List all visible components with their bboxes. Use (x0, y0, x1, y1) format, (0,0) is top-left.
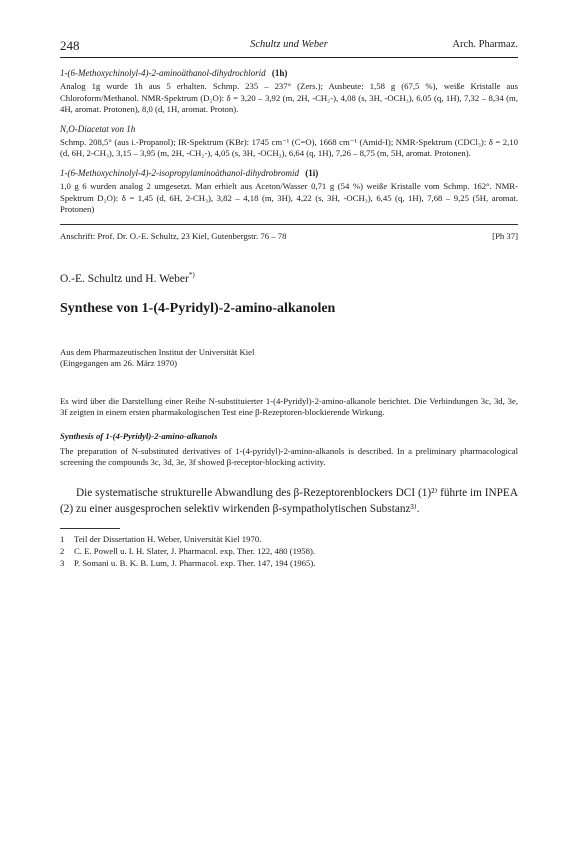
abstract-german: Es wird über die Darstellung einer Reihe N-substituierter 1-(4-Pyridyl)-2-amino-alkanole berichtet. Die Verbindungen 3c, 3d, 3e, 3f zeigten in einem ersten pharmakologischen Test eine β-Rezeptoren-blockierende Wirkung. (60, 395, 518, 418)
footnote-item (60, 533, 518, 545)
compound-description: Schmp. 208,5° (aus i.-Propanol); IR-Spektrum (KBr): 1745 cm⁻¹ (C=O), 1668 cm⁻¹ (Amid-I); NMR-Spektrum (CDCl₃): δ = 2,10 (d, 6H, 2-CH₃), 3,15 – 3,95 (m, 2H, -CH₂-), 4,05 (s, 3H, -OCH₃), 6,64 (q, 1H), 7,26 – 8,75 (m, 5H, aromat. Protonen). (60, 136, 518, 159)
compound-title (60, 168, 518, 178)
institute-name: Aus dem Pharmazeutischen Institut der Universität Kiel (60, 346, 255, 357)
footnote-text: C. E. Powell u. I. H. Slater, J. Pharmacol. exp. Ther. 122, 480 (1958). (74, 546, 316, 557)
compound-title (60, 68, 518, 78)
compound-label: (1i) (305, 167, 319, 178)
english-title: Synthesis of 1-(4-Pyridyl)-2-amino-alkanols (60, 430, 218, 441)
article-authors (60, 271, 518, 285)
footnote-text: Teil der Dissertation H. Weber, Universität Kiel 1970. (74, 534, 262, 545)
footnotes-list (60, 533, 518, 569)
running-title: Schultz und Weber (250, 39, 328, 50)
authors-text: O.-E. Schultz und H. Weber (60, 272, 189, 285)
compound-description: 1,0 g 6 wurden analog 2 umgesetzt. Man erhielt aus Aceton/Wasser 0,71 g (54 %) weiße Kristalle vom Schmp. 162°. NMR-Spektrum D₂O): δ = 1,45 (d, 6H, 2-CH₃), 3,82 – 4,18 (m, 3H), 4,22 (s, 3H, -OCH₃), 6,45 (q, 1H), 7,68 – 9,25 (5H, aromat. Protonen) (60, 180, 518, 215)
compound-name: N,O-Diacetat von 1h (60, 123, 136, 134)
footnote-number: 3 (60, 558, 65, 569)
journal-name: Arch. Pharmaz. (452, 39, 518, 50)
footnote-text: P. Somani u. B. K. B. Lum, J. Pharmacol. exp. Ther. 147, 194 (1965). (74, 558, 316, 569)
page-number: 248 (60, 38, 80, 53)
compound-description: Analog 1g wurde 1h aus 5 erhalten. Schmp. 235 – 237° (Zers.); Ausbeute: 1,58 g (67,5 %), weiße Kristalle aus Chloroform/Methanol. NMR-Spektrum (D₂O): δ = 3,20 – 3,92 (m, 2H, -CH₂-), 4,08 (s, 3H, -OCH₃), 6,05 (q, 1H), 7,32 – 8,34 (m, 4H, aromat. Protonen), 8,0 (d, 1H, aromat. Proton). (60, 81, 518, 115)
author-address (60, 224, 518, 241)
page-header (60, 38, 518, 58)
article-title: Synthese von 1-(4-Pyridyl)-2-amino-alkanolen (60, 300, 336, 316)
abstract-english: The preparation of N-substituted derivatives of 1-(4-pyridyl)-2-amino-alkanols is described. In a preliminary pharmacological screening the compounds 3c, 3d, 3e, 3f showed β-receptor-blocking activity. (60, 445, 518, 468)
compound-block-1h (60, 68, 518, 116)
address-text: Anschrift: Prof. Dr. O.-E. Schultz, 23 Kiel, Gutenbergstr. 76 – 78 (60, 230, 287, 241)
footnote-item (60, 545, 518, 557)
footnote-number: 2 (60, 546, 65, 557)
compound-name: 1-(6-Methoxychinolyl-4)-2-aminoäthanol-dihydrochlorid (60, 68, 266, 78)
footnote-number: 1 (60, 534, 65, 545)
body-paragraph: Die systematische strukturelle Abwandlung des β-Rezeptorenblockers DCI (1)²⁾ führte im INPEA (2) zu einer ausgesprochen selektiv wirkenden β-sympatholytischen Substanz³⁾. (60, 486, 518, 515)
footnote-item (60, 557, 518, 569)
received-date: (Eingegangen am 26. März 1970) (60, 358, 178, 369)
compound-block-diacetate (60, 124, 518, 160)
journal-page (60, 38, 518, 569)
manuscript-tag: [Ph 37] (492, 230, 518, 241)
compound-name: 1-(6-Methoxychinolyl-4)-2-isopropylaminoäthanol-dihydrobromid (60, 167, 299, 178)
compound-title (60, 124, 518, 134)
institute-info (60, 347, 518, 370)
footnote-divider (60, 528, 120, 529)
compound-block-1i (60, 168, 518, 216)
authors-footnote-marker: *) (188, 270, 195, 279)
compound-label: (1h) (271, 68, 288, 78)
